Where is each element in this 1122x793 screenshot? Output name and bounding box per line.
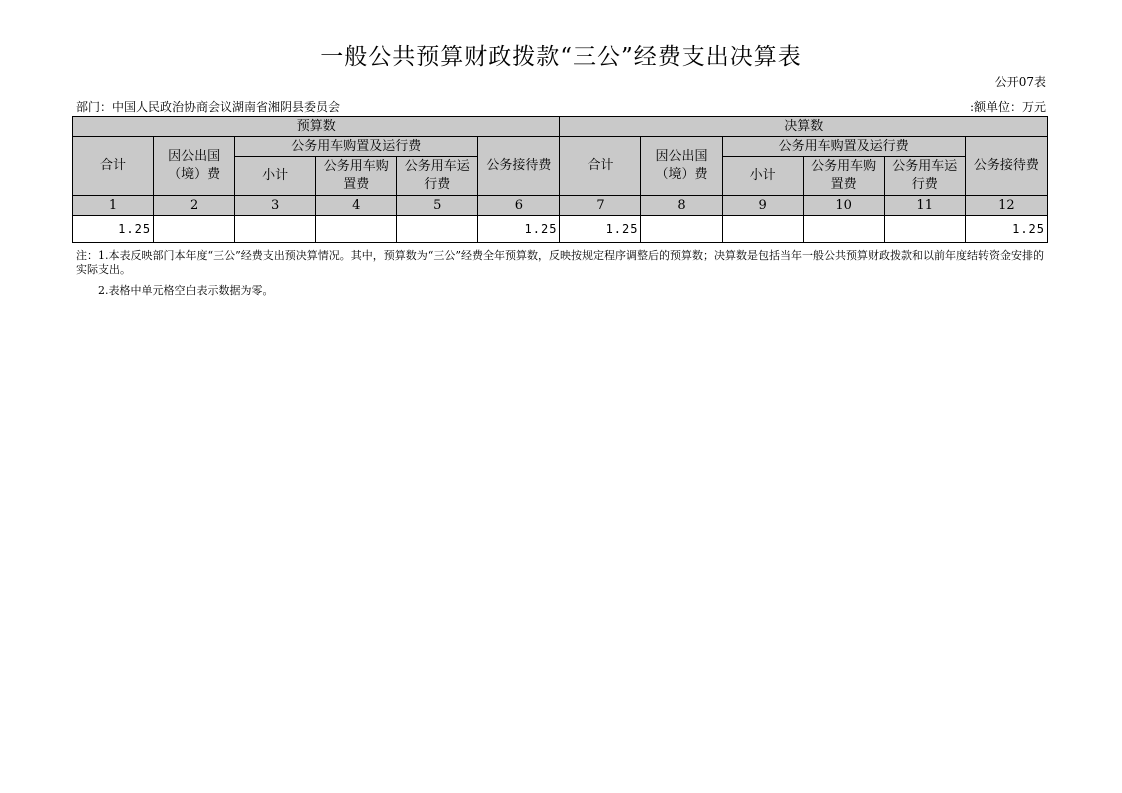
column-number: 8 [641, 196, 722, 216]
final-subtotal-header: 小计 [722, 157, 803, 196]
budget-vehicle-operation-header: 公务用车运行费 [397, 157, 478, 196]
column-number: 10 [803, 196, 884, 216]
budget-abroad-cell [154, 216, 235, 243]
budget-total-header: 合计 [73, 137, 154, 196]
note-2: 2.表格中单元格空白表示数据为零。 [98, 284, 274, 297]
budget-abroad-header: 因公出国（境）费 [154, 137, 235, 196]
column-number: 3 [235, 196, 316, 216]
budget-subtotal-cell [235, 216, 316, 243]
final-total-cell: 1.25 [560, 216, 641, 243]
final-abroad-header: 因公出国（境）费 [641, 137, 722, 196]
column-number: 7 [560, 196, 641, 216]
budget-vehicle-purchase-cell [316, 216, 397, 243]
final-vehicle-group-header: 公务用车购置及运行费 [722, 137, 965, 157]
note-1: 注：1.本表反映部门本年度“三公”经费支出预决算情况。其中，预算数为“三公”经费全年预算数，反映按规定程序调整后的预算数；决算数是包括当年一般公共预算财政拨款和以前年度结转资金安排的实际支出。 [76, 249, 1044, 276]
unit-label: :额单位：万元 [969, 100, 1046, 114]
column-number: 11 [884, 196, 965, 216]
budget-header: 预算数 [73, 117, 560, 137]
column-number: 9 [722, 196, 803, 216]
final-vehicle-purchase-header: 公务用车购置费 [803, 157, 884, 196]
budget-total-cell: 1.25 [73, 216, 154, 243]
budget-vehicle-purchase-header: 公务用车购置费 [316, 157, 397, 196]
table-number: 公开07表 [994, 75, 1046, 89]
page-title: 一般公共预算财政拨款“三公”经费支出决算表 [320, 44, 802, 70]
budget-subtotal-header: 小计 [235, 157, 316, 196]
budget-reception-header: 公务接待费 [478, 137, 560, 196]
budget-reception-cell: 1.25 [478, 216, 560, 243]
final-total-header: 合计 [560, 137, 641, 196]
final-abroad-cell [641, 216, 722, 243]
budget-vehicle-group-header: 公务用车购置及运行费 [235, 137, 478, 157]
column-number: 5 [397, 196, 478, 216]
final-vehicle-operation-header: 公务用车运行费 [884, 157, 965, 196]
final-subtotal-cell [722, 216, 803, 243]
final-header: 决算数 [560, 117, 1048, 137]
final-reception-cell: 1.25 [965, 216, 1047, 243]
table-row [73, 216, 1048, 243]
column-number: 4 [316, 196, 397, 216]
notes-section [76, 249, 1048, 298]
three-public-expenses-table [72, 116, 1048, 243]
column-number: 2 [154, 196, 235, 216]
column-number: 1 [73, 196, 154, 216]
final-reception-header: 公务接待费 [965, 137, 1047, 196]
department-label: 部门：中国人民政治协商会议湖南省湘阴县委员会 [76, 100, 341, 114]
final-vehicle-operation-cell [884, 216, 965, 243]
column-number: 6 [478, 196, 560, 216]
final-vehicle-purchase-cell [803, 216, 884, 243]
column-number: 12 [965, 196, 1047, 216]
budget-vehicle-operation-cell [397, 216, 478, 243]
